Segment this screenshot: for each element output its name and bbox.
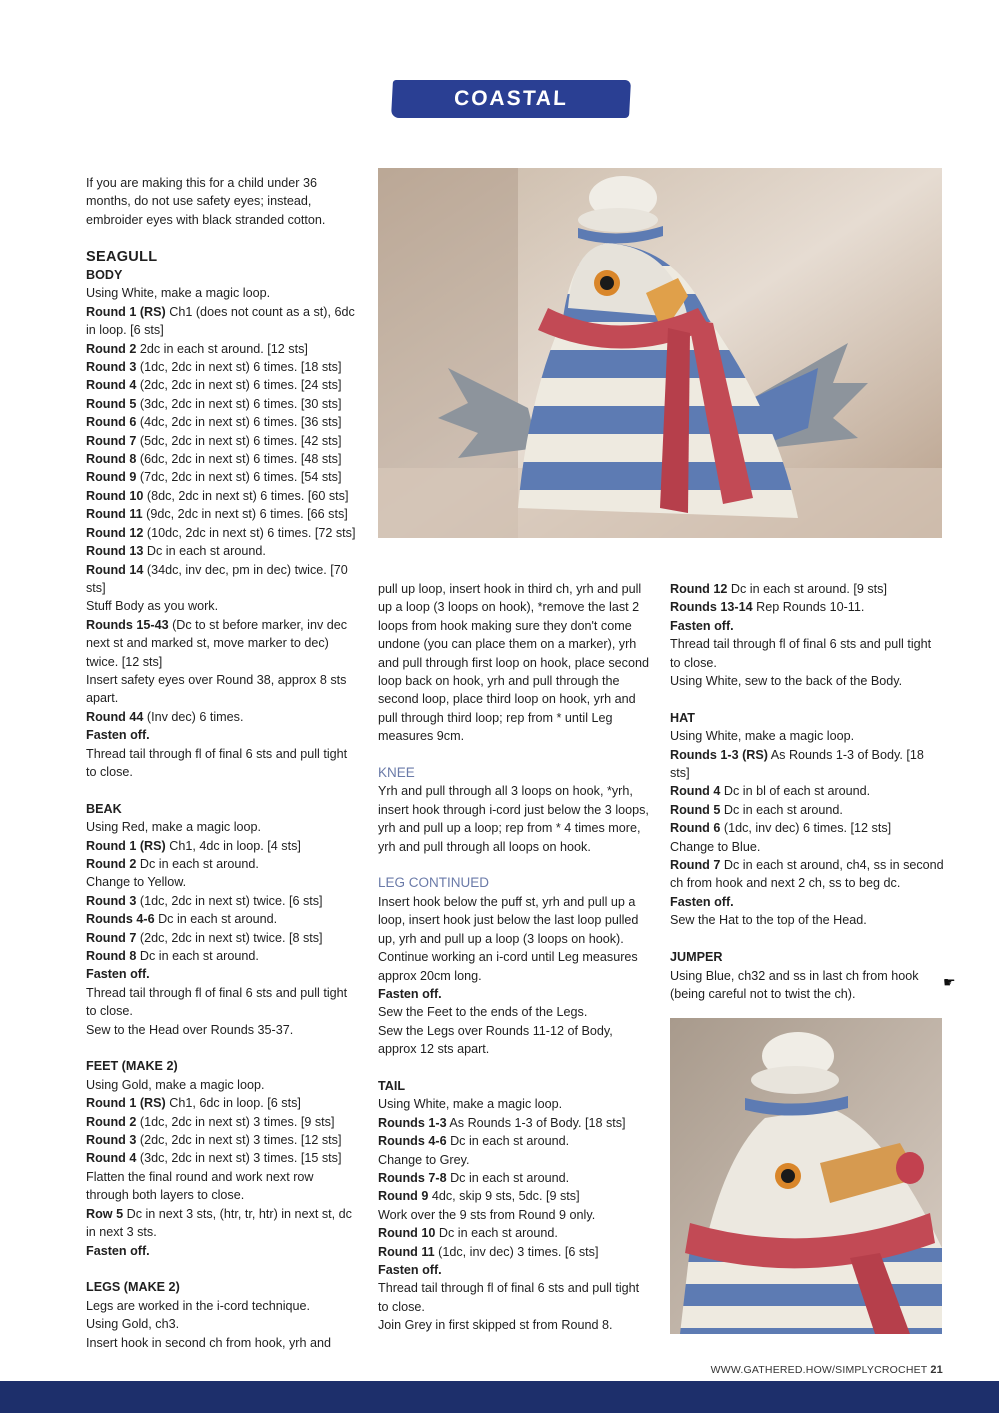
seagull-photo-closeup: [670, 1018, 942, 1334]
instruction-line: [86, 892, 358, 910]
instruction-line: [86, 1076, 358, 1094]
instruction-line: [378, 1095, 650, 1113]
instruction-text: (Dc to st before marker, inv dec next st and marked st, move marker to dec) twice. [12 sts]: [86, 617, 348, 669]
instruction-label: Round 4: [86, 378, 137, 393]
instruction-line: [86, 929, 358, 947]
instruction-line: [86, 708, 358, 726]
seagull-closeup-illustration: [670, 1018, 942, 1334]
instruction-text: Sew the Feet to the ends of the Legs.: [378, 1005, 588, 1020]
instruction-label: Rounds 1-3 (RS): [670, 747, 768, 762]
instruction-text: (7dc, 2dc in next st) 6 times. [54 sts]: [136, 470, 342, 485]
instruction-text: (1dc, 2dc in next st) 6 times. [18 sts]: [136, 360, 342, 375]
instruction-line: [670, 782, 945, 800]
instruction-text: (1dc, inv dec) 6 times. [12 sts]: [720, 821, 892, 836]
instruction-line: [378, 1206, 650, 1224]
instruction-line: [86, 855, 358, 873]
instruction-label: Round 5: [86, 396, 137, 411]
instruction-line: [670, 801, 945, 819]
tail-instructions: [378, 1095, 650, 1334]
legs-continued-text: pull up loop, insert hook in third ch, yrh and pull up a loop (3 loops on hook), *remove the last 2 loops from hook making sure they don't come undone (you can place them on a marker), yrh and pull through first loop on hook, place second loop back on hook, yrh and pull through the second loop, place third loop on hook, yrh and pull through third loop; rep from * until Leg measures 9cm.: [378, 582, 649, 744]
page-number: 21: [930, 1364, 943, 1376]
instruction-text: Dc in each st around.: [136, 857, 259, 871]
instruction-line: [670, 617, 945, 635]
section-heading-body: BODY: [86, 268, 123, 283]
instruction-line: [86, 947, 358, 965]
instruction-label: Round 7: [86, 930, 137, 945]
section-heading-feet: FEET (MAKE 2): [86, 1059, 178, 1074]
instruction-line: [670, 819, 945, 837]
section-heading-leg-continued: LEG CONTINUED: [378, 875, 490, 891]
instruction-line: [378, 893, 650, 985]
instruction-text: (1dc, inv dec) 3 times. [6 sts]: [434, 1244, 599, 1259]
section-heading-jumper: JUMPER: [670, 950, 723, 965]
instruction-line: [378, 1132, 650, 1150]
instruction-label: Fasten off.: [670, 618, 734, 633]
seagull-photo-main: [378, 168, 942, 538]
instruction-label: Row 5: [86, 1206, 124, 1221]
instruction-text: Legs are worked in the i-cord technique.: [86, 1298, 311, 1313]
instruction-text: Sew the Legs over Rounds 11-12 of Body, approx 12 sts apart.: [378, 1023, 613, 1057]
instruction-line: [86, 726, 358, 744]
instruction-label: Round 12: [86, 525, 144, 540]
instruction-text: Dc in each st around.: [446, 1134, 570, 1149]
instruction-label: Fasten off.: [378, 986, 442, 1001]
instruction-label: Round 4: [670, 784, 721, 799]
knee-text: Yrh and pull through all 3 loops on hook, *yrh, insert hook through i-cord just below the 3 loops, yrh and pull up a loop; rep from * 4 times more, yrh and pull through all loops on hook.: [378, 784, 649, 854]
instruction-label: Round 7: [86, 433, 137, 448]
instruction-line: [670, 838, 945, 856]
instruction-text: Using White, make a magic loop.: [670, 729, 855, 744]
instruction-label: Round 2: [86, 1114, 137, 1129]
instruction-label: Round 12: [670, 582, 728, 596]
instruction-line: [86, 340, 358, 358]
instruction-label: Round 1 (RS): [86, 838, 166, 853]
footer-url: [711, 1364, 943, 1376]
instruction-line: [86, 1021, 358, 1039]
instruction-text: Dc in bl of each st around.: [720, 784, 871, 799]
instruction-line: [86, 745, 358, 782]
instruction-text: Dc in each st around, ch4, ss in second ch from hook and next 2 ch, ss to beg dc.: [670, 858, 944, 891]
instruction-label: Round 10: [86, 488, 144, 503]
instruction-text: Ch1, 4dc in loop. [4 sts]: [165, 838, 301, 853]
instruction-text: (10dc, 2dc in next st) 6 times. [72 sts]: [143, 525, 356, 540]
column-2: [378, 580, 650, 1335]
instruction-text: Change to Blue.: [670, 839, 761, 854]
instruction-line: [670, 580, 945, 598]
instruction-text: Dc in each st around.: [154, 912, 278, 927]
instruction-text: Work over the 9 sts from Round 9 only.: [378, 1207, 596, 1222]
instruction-line: [86, 616, 358, 671]
instruction-line: [378, 1022, 650, 1059]
section-heading-tail: TAIL: [378, 1078, 406, 1093]
instruction-line: [86, 487, 358, 505]
pattern-title: SEAGULL: [86, 248, 158, 265]
instruction-line: [670, 746, 945, 783]
instruction-line: [378, 1316, 650, 1334]
instruction-line: [670, 672, 945, 690]
instruction-line: [86, 1094, 358, 1112]
instruction-label: Round 44: [86, 709, 144, 724]
instruction-line: [378, 985, 650, 1003]
instruction-label: Round 9: [378, 1189, 429, 1204]
legs-instructions: [86, 1297, 358, 1352]
footer-url-text: WWW.GATHERED.HOW/SIMPLYCROCHET: [710, 1364, 928, 1376]
section-heading-beak: BEAK: [86, 801, 122, 816]
instruction-text: (Inv dec) 6 times.: [143, 709, 244, 724]
instruction-label: Round 3: [86, 1133, 137, 1148]
jumper-text: Using Blue, ch32 and ss in last ch from hook (being careful not to twist the ch).: [670, 968, 919, 1001]
instruction-text: Using Gold, make a magic loop.: [86, 1077, 265, 1092]
instruction-label: Fasten off.: [86, 728, 150, 743]
instruction-text: (2dc, 2dc in next st) twice. [8 sts]: [136, 930, 323, 945]
instruction-text: (34dc, inv dec, pm in dec) twice. [70 sts]: [86, 562, 348, 595]
beak-instructions: [86, 818, 358, 1039]
instruction-text: Thread tail through fl of final 6 sts and pull tight to close.: [670, 637, 932, 670]
instruction-line: [378, 1169, 650, 1187]
instruction-label: Round 6: [86, 415, 137, 430]
section-heading-hat: HAT: [670, 710, 695, 725]
instruction-text: Insert hook in second ch from hook, yrh and: [86, 1335, 332, 1350]
instruction-label: Fasten off.: [670, 894, 734, 909]
instruction-text: As Rounds 1-3 of Body. [18 sts]: [670, 747, 924, 781]
instruction-text: 4dc, skip 9 sts, 5dc. [9 sts]: [428, 1189, 580, 1204]
instruction-line: [86, 1205, 358, 1242]
instruction-text: Change to Grey.: [378, 1152, 470, 1167]
instruction-text: Rep Rounds 10-11.: [752, 600, 865, 615]
instruction-label: Round 11: [86, 507, 143, 522]
instruction-line: [86, 413, 358, 431]
instruction-text: Sew to the Head over Rounds 35-37.: [86, 1022, 294, 1037]
instruction-text: (8dc, 2dc in next st) 6 times. [60 sts]: [143, 488, 349, 503]
instruction-text: Using Red, make a magic loop.: [86, 820, 261, 835]
instruction-line: [378, 1187, 650, 1205]
instruction-text: (6dc, 2dc in next st) 6 times. [48 sts]: [136, 452, 342, 467]
instruction-text: Join Grey in first skipped st from Round 8.: [378, 1318, 613, 1333]
instruction-text: Flatten the final round and work next row through both layers to close.: [86, 1169, 314, 1203]
instruction-line: [378, 1243, 650, 1261]
instruction-text: Dc in each st around.: [720, 802, 843, 817]
instruction-text: (1dc, 2dc in next st) twice. [6 sts]: [136, 893, 323, 908]
instruction-label: Fasten off.: [378, 1262, 442, 1277]
seagull-illustration: [378, 168, 942, 538]
instruction-text: 2dc in each st around. [12 sts]: [136, 341, 308, 356]
instruction-label: Round 3: [86, 893, 137, 908]
instruction-label: Round 10: [378, 1226, 436, 1241]
instruction-text: Change to Yellow.: [86, 875, 187, 890]
instruction-text: (9dc, 2dc in next st) 6 times. [66 sts]: [142, 507, 348, 522]
instruction-label: Rounds 1-3: [378, 1115, 447, 1130]
instruction-text: Ch1, 6dc in loop. [6 sts]: [165, 1096, 301, 1111]
instruction-text: Thread tail through fl of final 6 sts and pull tight to close.: [86, 985, 348, 1019]
instruction-line: [86, 450, 358, 468]
section-heading-legs: LEGS (MAKE 2): [86, 1280, 180, 1295]
instruction-line: [86, 984, 358, 1021]
instruction-text: Dc in each st around.: [446, 1170, 570, 1185]
instruction-text: As Rounds 1-3 of Body. [18 sts]: [446, 1115, 626, 1130]
instruction-line: [378, 1224, 650, 1242]
instruction-line: [670, 911, 945, 929]
instruction-text: (2dc, 2dc in next st) 3 times. [12 sts]: [136, 1133, 342, 1148]
instruction-line: [86, 1168, 358, 1205]
feet-instructions: [86, 1076, 358, 1260]
instruction-line: [86, 432, 358, 450]
instruction-label: Rounds 7-8: [378, 1170, 447, 1185]
instruction-text: Ch1 (does not count as a st), 6dc in loop. [6 sts]: [86, 304, 355, 338]
instruction-label: Rounds 15-43: [86, 617, 169, 632]
instruction-text: Insert hook below the puff st, yrh and pull up a loop, insert hook just below the last loop pulled up, yrh and pull up a loop (3 loops on hook). Continue working an i-cord until Leg measures approx 20cm long.: [378, 894, 639, 983]
instruction-line: [86, 1297, 358, 1315]
instruction-label: Round 2: [86, 341, 137, 356]
instruction-label: Round 9: [86, 470, 137, 485]
instruction-label: Round 11: [378, 1244, 435, 1259]
instruction-line: [86, 505, 358, 523]
instruction-text: Using White, sew to the back of the Body.: [670, 674, 903, 689]
hat-instructions: [670, 727, 945, 929]
body-instructions: [86, 284, 358, 781]
instruction-label: Fasten off.: [86, 1243, 150, 1258]
instruction-label: Round 2: [86, 857, 137, 871]
instruction-line: [86, 671, 358, 708]
instruction-line: [86, 542, 358, 560]
instruction-text: (5dc, 2dc in next st) 6 times. [42 sts]: [136, 433, 342, 448]
instruction-text: (1dc, 2dc in next st) 3 times. [9 sts]: [136, 1114, 335, 1129]
section-banner: COASTAL COLLECTION: [391, 80, 631, 118]
instruction-line: [670, 635, 945, 672]
instruction-line: [86, 358, 358, 376]
instruction-label: Round 13: [86, 544, 144, 559]
instruction-text: (3dc, 2dc in next st) 6 times. [30 sts]: [136, 396, 342, 411]
instruction-line: [86, 561, 358, 598]
instruction-label: Round 5: [670, 802, 721, 817]
instruction-line: [86, 965, 358, 983]
instruction-line: [378, 1279, 650, 1316]
instruction-label: Round 14: [86, 562, 144, 577]
instruction-label: Round 3: [86, 360, 137, 375]
instruction-line: [86, 1334, 358, 1352]
instruction-text: Stuff Body as you work.: [86, 599, 219, 614]
instruction-text: Insert safety eyes over Round 38, approx 8 sts apart.: [86, 672, 347, 706]
instruction-text: Dc in each st around. [9 sts]: [727, 582, 887, 596]
instruction-line: [86, 303, 358, 340]
section-heading-knee: KNEE: [378, 765, 415, 781]
instruction-label: Rounds 4-6: [86, 912, 155, 927]
instruction-text: Using White, make a magic loop.: [86, 286, 271, 301]
instruction-text: Thread tail through fl of final 6 sts and pull tight to close.: [378, 1281, 640, 1314]
instruction-label: Rounds 4-6: [378, 1134, 447, 1149]
instruction-line: [86, 524, 358, 542]
instruction-line: [670, 598, 945, 616]
continued-arrow-icon: ☛: [943, 974, 956, 990]
instruction-label: Round 8: [86, 949, 137, 964]
instruction-text: Dc in each st around.: [435, 1226, 558, 1241]
instruction-text: (2dc, 2dc in next st) 6 times. [24 sts]: [136, 378, 342, 393]
instruction-label: Fasten off.: [86, 967, 150, 982]
instruction-line: [86, 1131, 358, 1149]
instruction-line: [86, 910, 358, 928]
instruction-label: Round 4: [86, 1151, 137, 1166]
tail-continued-instructions: [670, 580, 945, 690]
instruction-line: [670, 727, 945, 745]
instruction-line: [86, 1315, 358, 1333]
instruction-line: [86, 395, 358, 413]
leg-continued-instructions: [378, 893, 650, 1059]
instruction-line: [378, 1261, 650, 1279]
instruction-line: [86, 376, 358, 394]
instruction-text: (4dc, 2dc in next st) 6 times. [36 sts]: [136, 415, 342, 430]
column-3: [670, 580, 945, 1003]
instruction-line: [86, 873, 358, 891]
instruction-line: [378, 1114, 650, 1132]
instruction-line: [378, 1003, 650, 1021]
instruction-line: [86, 284, 358, 302]
instruction-text: (3dc, 2dc in next st) 3 times. [15 sts]: [136, 1151, 342, 1166]
instruction-text: Sew the Hat to the top of the Head.: [670, 913, 867, 928]
instruction-line: [86, 837, 358, 855]
instruction-line: [86, 818, 358, 836]
intro-paragraph: If you are making this for a child under 36 months, do not use safety eyes; instead, embroider eyes with black stranded cotton.: [86, 176, 326, 227]
instruction-text: Dc in each st around.: [143, 544, 266, 559]
instruction-text: Using Gold, ch3.: [86, 1317, 180, 1332]
instruction-line: [86, 1149, 358, 1167]
instruction-line: [378, 1151, 650, 1169]
instruction-line: [86, 468, 358, 486]
footer-bar: [0, 1381, 999, 1413]
instruction-label: Round 6: [670, 821, 721, 836]
instruction-text: Using White, make a magic loop.: [378, 1097, 563, 1112]
instruction-label: Round 7: [670, 858, 721, 873]
instruction-text: Dc in each st around.: [136, 949, 259, 964]
instruction-text: Dc in next 3 sts, (htr, tr, htr) in next st, dc in next 3 sts.: [86, 1206, 352, 1240]
instruction-label: Round 8: [86, 452, 137, 467]
instruction-label: Round 1 (RS): [86, 304, 166, 319]
instruction-line: [86, 597, 358, 615]
instruction-text: Thread tail through fl of final 6 sts and pull tight to close.: [86, 746, 348, 779]
instruction-label: Round 1 (RS): [86, 1096, 166, 1111]
instruction-line: [670, 893, 945, 911]
instruction-line: [86, 1113, 358, 1131]
instruction-label: Rounds 13-14: [670, 600, 753, 615]
instruction-line: [86, 1242, 358, 1260]
column-1: [86, 174, 358, 1352]
instruction-line: [670, 856, 945, 893]
